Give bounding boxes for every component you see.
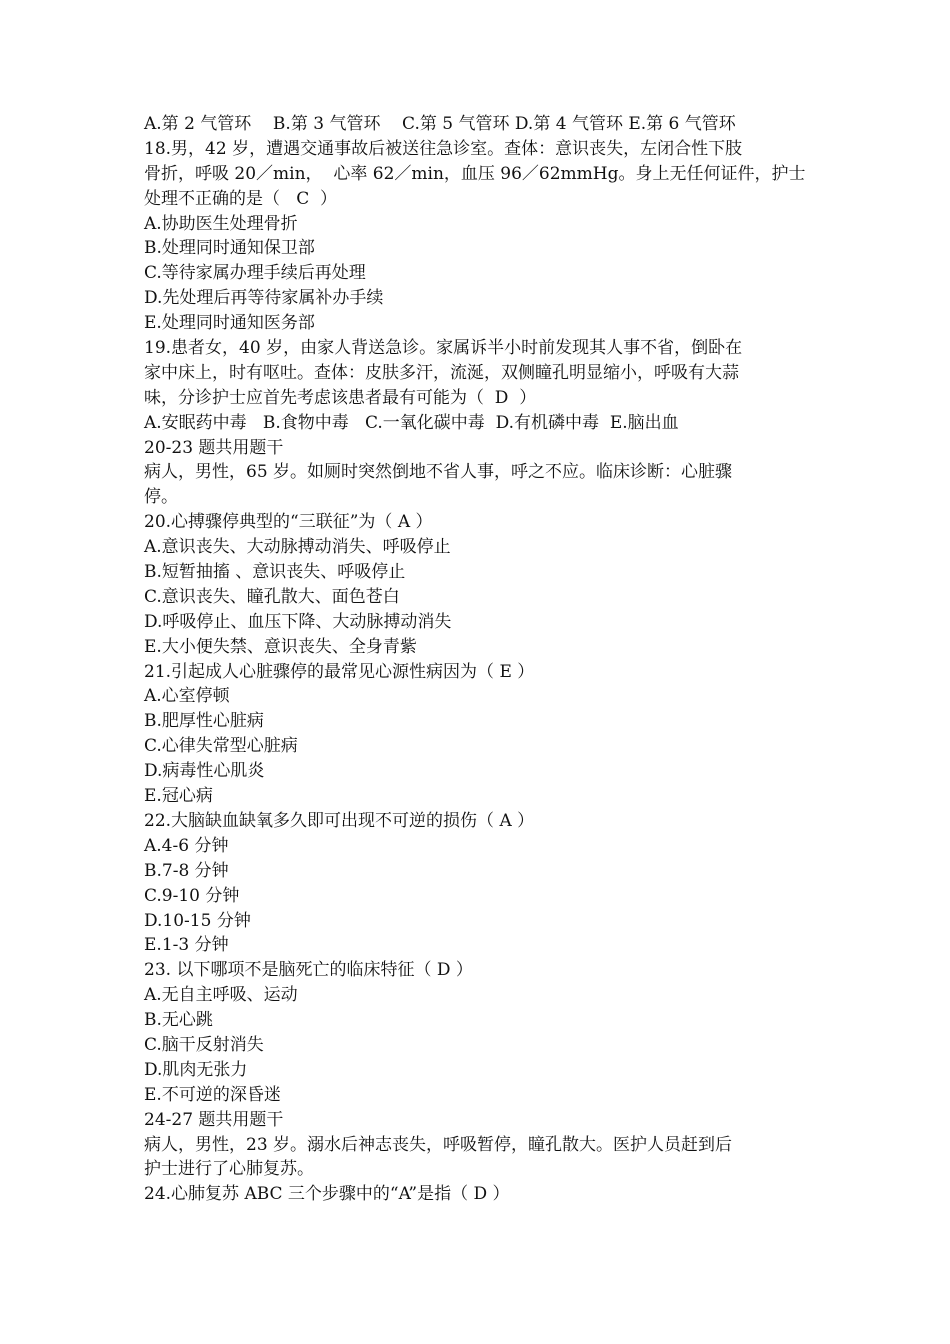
option-20-d: D.呼吸停止、血压下降、大动脉搏动消失: [144, 611, 452, 632]
option-22-d: D.10-15 分钟: [144, 910, 251, 931]
options-line-q17: A.第 2 气管环 B.第 3 气管环 C.第 5 气管环 D.第 4 气管环 E.第 6 气管环: [144, 114, 736, 134]
question-24: 24.心肺复苏 ABC 三个步骤中的“A”是指（ D ）: [144, 1184, 510, 1205]
option-23-a: A.无自主呼吸、运动: [144, 985, 298, 1006]
option-20-c: C.意识丧失、瞳孔散大、面色苍白: [144, 586, 400, 607]
option-21-b: B.肥厚性心脏病: [144, 711, 264, 732]
question-23: 23. 以下哪项不是脑死亡的临床特征（ D ）: [144, 960, 473, 981]
options-line-q19: A.安眠药中毒 B.食物中毒 C.一氧化碳中毒 D.有机磷中毒 E.脑出血: [144, 412, 679, 433]
question-18-line-3: 处理不正确的是（ C ）: [144, 188, 338, 209]
option-20-a: A.意识丧失、大动脉搏动消失、呼吸停止: [144, 537, 451, 558]
option-18-a: A.协助医生处理骨折: [144, 213, 298, 234]
shared-stem-heading-24-27: 24-27 题共用题干: [144, 1109, 284, 1130]
option-22-a: A.4-6 分钟: [144, 835, 229, 856]
option-23-b: B.无心跳: [144, 1010, 213, 1031]
question-22: 22.大脑缺血缺氧多久即可出现不可逆的损伤（ A ）: [144, 810, 535, 831]
question-20: 20.心搏骤停典型的“三联征”为（ A ）: [144, 512, 433, 533]
option-22-e: E.1-3 分钟: [144, 935, 229, 956]
option-20-e: E.大小便失禁、意识丧失、全身青紫: [144, 636, 417, 657]
option-18-e: E.处理同时通知医务部: [144, 313, 315, 334]
option-21-d: D.病毒性心肌炎: [144, 761, 265, 782]
question-21: 21.引起成人心脏骤停的最常见心源性病因为（ E ）: [144, 661, 535, 682]
option-22-c: C.9-10 分钟: [144, 885, 240, 906]
option-23-c: C.脑干反射消失: [144, 1034, 264, 1055]
option-18-b: B.处理同时通知保卫部: [144, 238, 315, 259]
shared-stem-24-27-line-1: 病人，男性，23 岁。溺水后神志丧失，呼吸暂停，瞳孔散大。医护人员赶到后: [144, 1134, 733, 1155]
option-18-c: C.等待家属办理手续后再处理: [144, 263, 366, 284]
question-19-line-1: 19.患者女，40 岁，由家人背送急诊。家属诉半小时前发现其人事不省，倒卧在: [144, 338, 743, 359]
option-23-d: D.肌肉无张力: [144, 1059, 248, 1080]
document-page: [144, 112, 810, 1207]
option-22-b: B.7-8 分钟: [144, 860, 229, 881]
shared-stem-20-23-line-2: 停。: [144, 487, 178, 508]
option-23-e: E.不可逆的深昏迷: [144, 1084, 281, 1105]
shared-stem-heading-20-23: 20-23 题共用题干: [144, 437, 284, 458]
option-18-d: D.先处理后再等待家属补办手续: [144, 288, 384, 309]
question-18-line-1: 18.男，42 岁，遭遇交通事故后被送往急诊室。查体：意识丧失，左闭合性下肢: [144, 138, 743, 159]
option-21-a: A.心室停顿: [144, 686, 230, 707]
option-21-e: E.冠心病: [144, 786, 213, 807]
shared-stem-20-23-line-1: 病人，男性，65 岁。如厕时突然倒地不省人事，呼之不应。临床诊断：心脏骤: [144, 462, 733, 483]
option-20-b: B.短暂抽搐 、意识丧失、呼吸停止: [144, 562, 406, 583]
option-21-c: C.心律失常型心脏病: [144, 736, 298, 757]
question-18-line-2: 骨折，呼吸 20／min， 心率 62／min，血压 96／62mmHg。身上无任何证件，护士: [144, 163, 806, 184]
question-19-line-3: 味，分诊护士应首先考虑该患者最有可能为（ D ）: [144, 387, 537, 408]
question-19-line-2: 家中床上，时有呕吐。查体：皮肤多汗，流涎，双侧瞳孔明显缩小，呼吸有大蒜: [144, 362, 739, 383]
shared-stem-24-27-line-2: 护士进行了心肺复苏。: [144, 1159, 314, 1180]
